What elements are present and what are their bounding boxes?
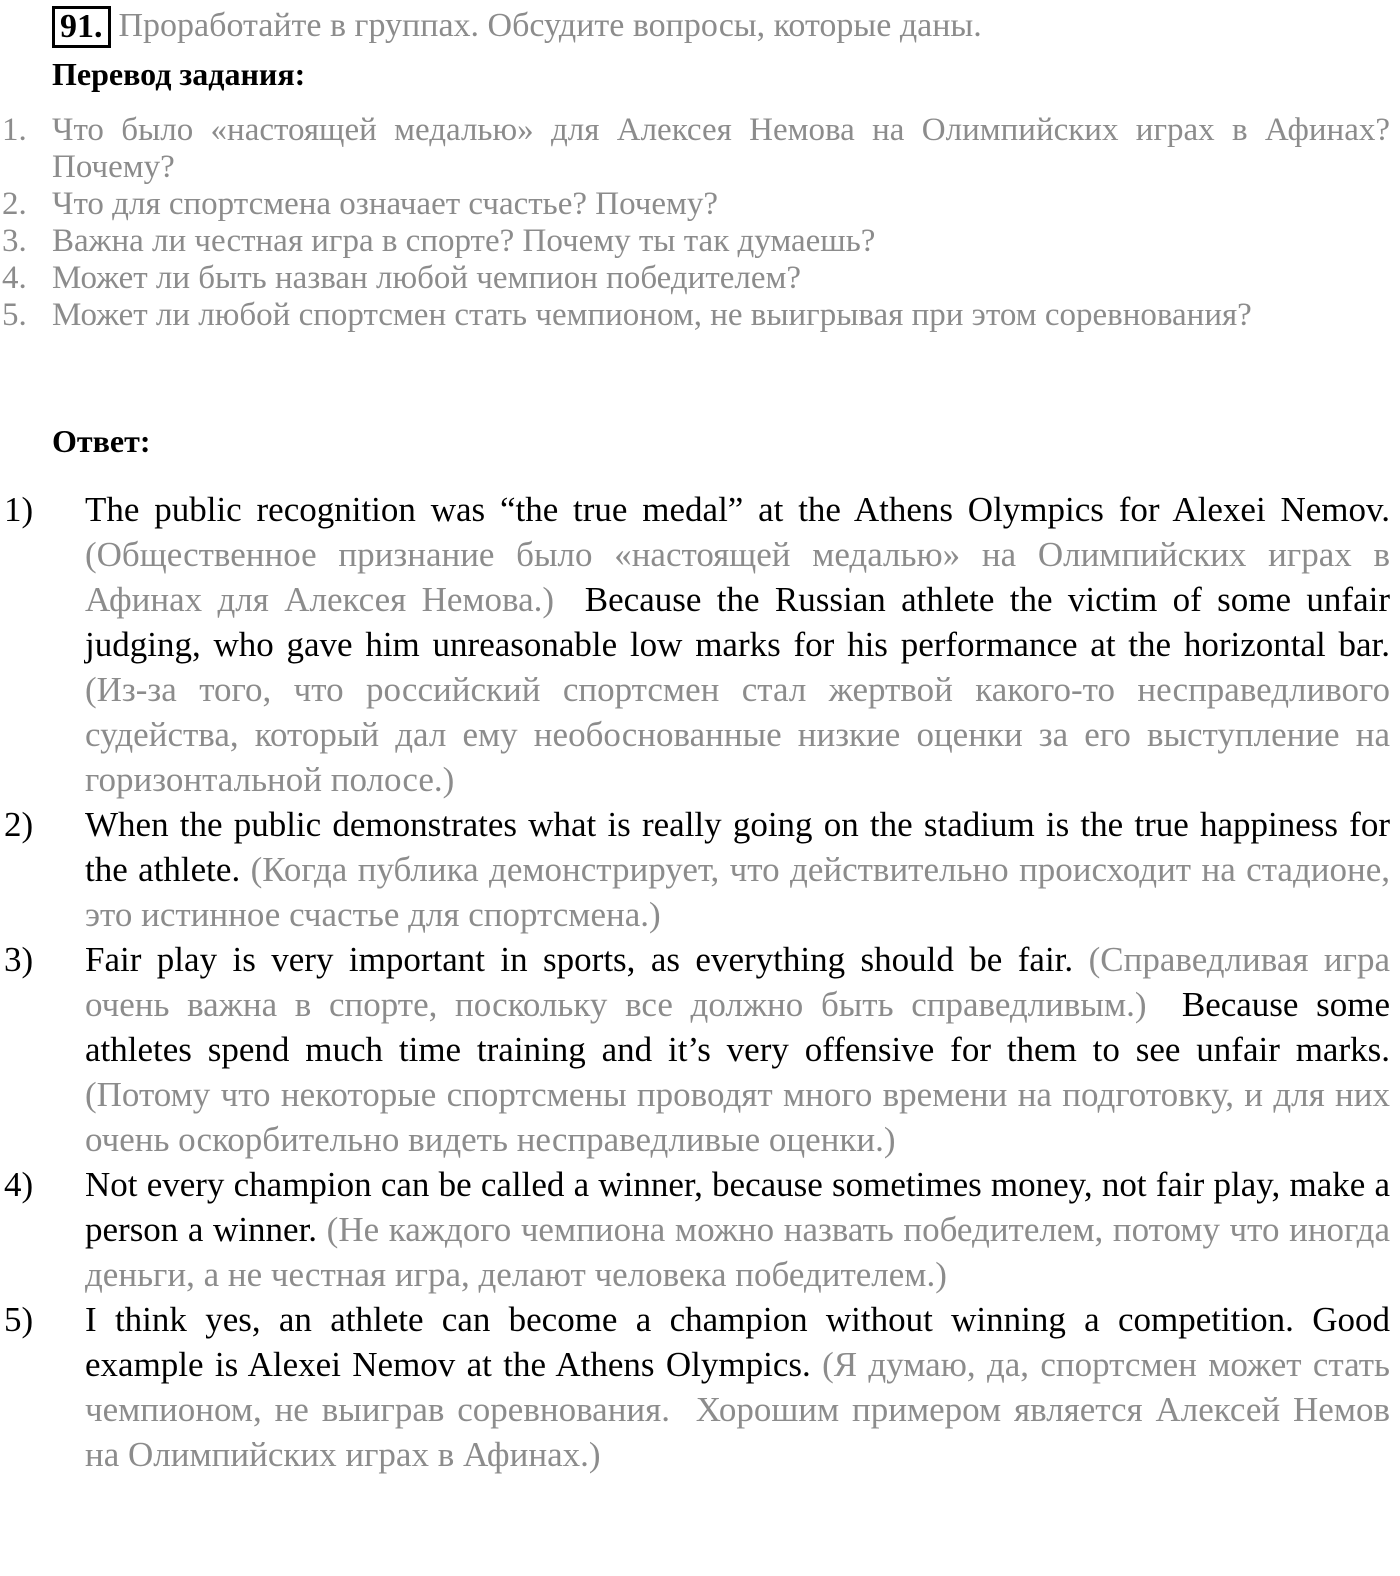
answer-list — [0, 487, 1390, 1477]
answer-item — [0, 487, 1390, 802]
answer-number: 5) — [4, 1300, 34, 1339]
question-number: 5. — [2, 297, 27, 333]
answer-number: 3) — [4, 940, 34, 979]
answer-translation: (Общественное признание было «настоящей медалью» на Олимпийских играх в Афинах для Алексея Немова.) — [85, 535, 1390, 619]
answer-item — [0, 1297, 1390, 1477]
question-number: 2. — [2, 186, 27, 222]
answer-english: I think yes, an athlete can become a champion without winning a competition. Good example is Alexei Nemov at the Athens Olympics. — [85, 1300, 1390, 1384]
task-number: 91. — [52, 6, 111, 48]
question-list — [0, 112, 1390, 334]
answer-english: Fair play is very important in sports, as everything should be fair. — [85, 940, 1074, 979]
question-item — [0, 186, 1390, 223]
answer-english: Because some athletes spend much time training and it’s very offensive for them to see unfair marks. — [85, 985, 1390, 1069]
answer-translation: (Не каждого чемпиона можно назвать победителем, потому что иногда деньги, а не честная игра, делают человека победителем.) — [85, 1210, 1391, 1294]
question-text: Что было «настоящей медалью» для Алексея Немова на Олимпийских играх в Афинах? Почему? — [52, 112, 1390, 185]
question-text: Что для спортсмена означает счастье? Почему? — [52, 186, 719, 222]
answer-number: 2) — [4, 805, 34, 844]
question-text: Может ли быть назван любой чемпион победителем? — [52, 260, 802, 296]
answer-translation: (Из-за того, что российский спортсмен стал жертвой какого-то несправедливого судейства, который дал ему необоснованные низкие оценки за его выступление на горизонтальной полосе.) — [85, 670, 1390, 799]
answer-title: Ответ: — [52, 423, 151, 459]
task-header — [52, 6, 1390, 48]
question-number: 1. — [2, 112, 27, 148]
answer-number: 4) — [4, 1165, 34, 1204]
answer-english: Not every champion can be called a winner, because sometimes money, not fair play, make a person a winner. — [85, 1165, 1390, 1249]
answer-translation: (Я думаю, да, спортсмен может стать чемпионом, не выиграв соревнования. — [85, 1345, 1391, 1429]
question-number: 4. — [2, 260, 27, 296]
answer-item — [0, 937, 1390, 1162]
answer-translation: (Потому что некоторые спортсмены проводят много времени на подготовку, и для них очень оскорбительно видеть несправедливые оценки.) — [85, 1075, 1390, 1159]
question-text: Может ли любой спортсмен стать чемпионом, не выигрывая при этом соревнования? — [52, 297, 1252, 333]
translation-title: Перевод задания: — [52, 56, 306, 92]
answer-item — [0, 802, 1390, 937]
question-number: 3. — [2, 223, 27, 259]
answer-english: The public recognition was “the true medal” at the Athens Olympics for Alexei Nemov. — [85, 490, 1390, 529]
answer-item — [0, 1162, 1390, 1297]
question-item — [0, 223, 1390, 260]
question-item — [0, 260, 1390, 297]
answer-english: When the public demonstrates what is really going on the stadium is the true happiness for the athlete. — [85, 805, 1390, 889]
answer-translation: (Когда публика демонстрирует, что действительно происходит на стадионе, это истинное счастье для спортсмена.) — [85, 850, 1391, 934]
answer-translation: Хорошим примером является Алексей Немов на Олимпийских играх в Афинах.) — [85, 1390, 1391, 1474]
question-item — [0, 112, 1390, 186]
answer-number: 1) — [4, 490, 34, 529]
task-instruction: Проработайте в группах. Обсудите вопросы, которые даны. — [118, 7, 982, 44]
question-item — [0, 297, 1390, 334]
answer-english: Because the Russian athlete the victim of some unfair judging, who gave him unreasonable low marks for his performance at the horizontal bar. — [85, 580, 1390, 664]
question-text: Важна ли честная игра в спорте? Почему ты так думаешь? — [52, 223, 876, 259]
answer-translation: (Справедливая игра очень важна в спорте, поскольку все должно быть справедливым.) — [85, 940, 1391, 1024]
